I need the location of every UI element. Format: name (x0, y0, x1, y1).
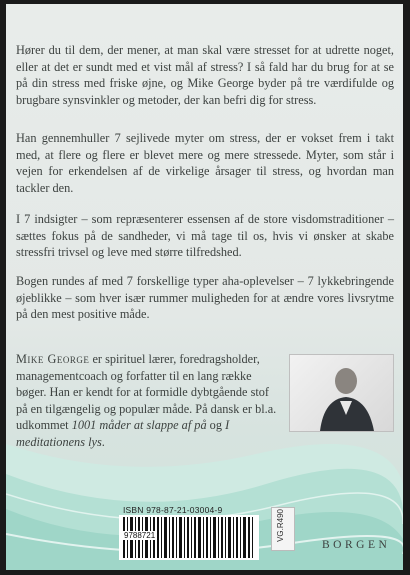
isbn-label: ISBN 978-87-21-03004-9 (123, 505, 223, 515)
barcode-number: 9788721 (124, 531, 156, 540)
author-bio-text: er spirituel lærer, foredragsholder, managementcoach og forfatter til en lang række bøger. Han er kendt for at formidle dybtgående stof på en tilgængelig og populær måde. På dansk er bl.a. udkommet (16, 352, 277, 433)
book-back-cover (6, 4, 403, 570)
blurb-paragraph-4: Bogen rundes af med 7 forskellige typer aha-oplevelser – 7 lykkebringende øjeblikke – som hver især rummer muligheden for at ændre vores livsrytme på den mest positive måde. (16, 274, 394, 322)
book-title-2: I meditationens lys (16, 418, 230, 449)
library-sticker-text: VG.R490 (276, 509, 285, 542)
blurb-paragraph-2: Han gennemhuller 7 sejlivede myter om stress, der er vokset frem i takt med, at flere og flere er blevet mere og mere stressede. Myter, som står i vejen for erkendelsen af de virkelige årsager til stress, og hvordan man tackler den. (16, 131, 394, 195)
blurb-paragraph-1: Hører du til dem, der mener, at man skal være stresset for at udrette noget, eller at det er sundt med et vist mål af stress? I så fald har du brug for at se på din stress med friske øjne, og Mike George byder på tre værdifulde og brugbare synsvinkler og metoder, der kan befri dig for stress. (16, 43, 394, 107)
author-bio-joiner: og (206, 418, 226, 433)
book-title-1: 1001 måder at slappe af på (71, 418, 207, 433)
publisher-logo: BORGEN (322, 539, 391, 551)
author-bio-end: . (101, 434, 105, 449)
blurb-paragraph-3: I 7 indsigter – som repræsenterer essensen af de store visdomstraditioner – sættes fokus på de sandheder, vi må tage til os, hvis vi ønsker at skabe stressfri trivsel og leve med større tilfredshed. (16, 212, 394, 260)
author-name: Mike George (16, 352, 90, 366)
